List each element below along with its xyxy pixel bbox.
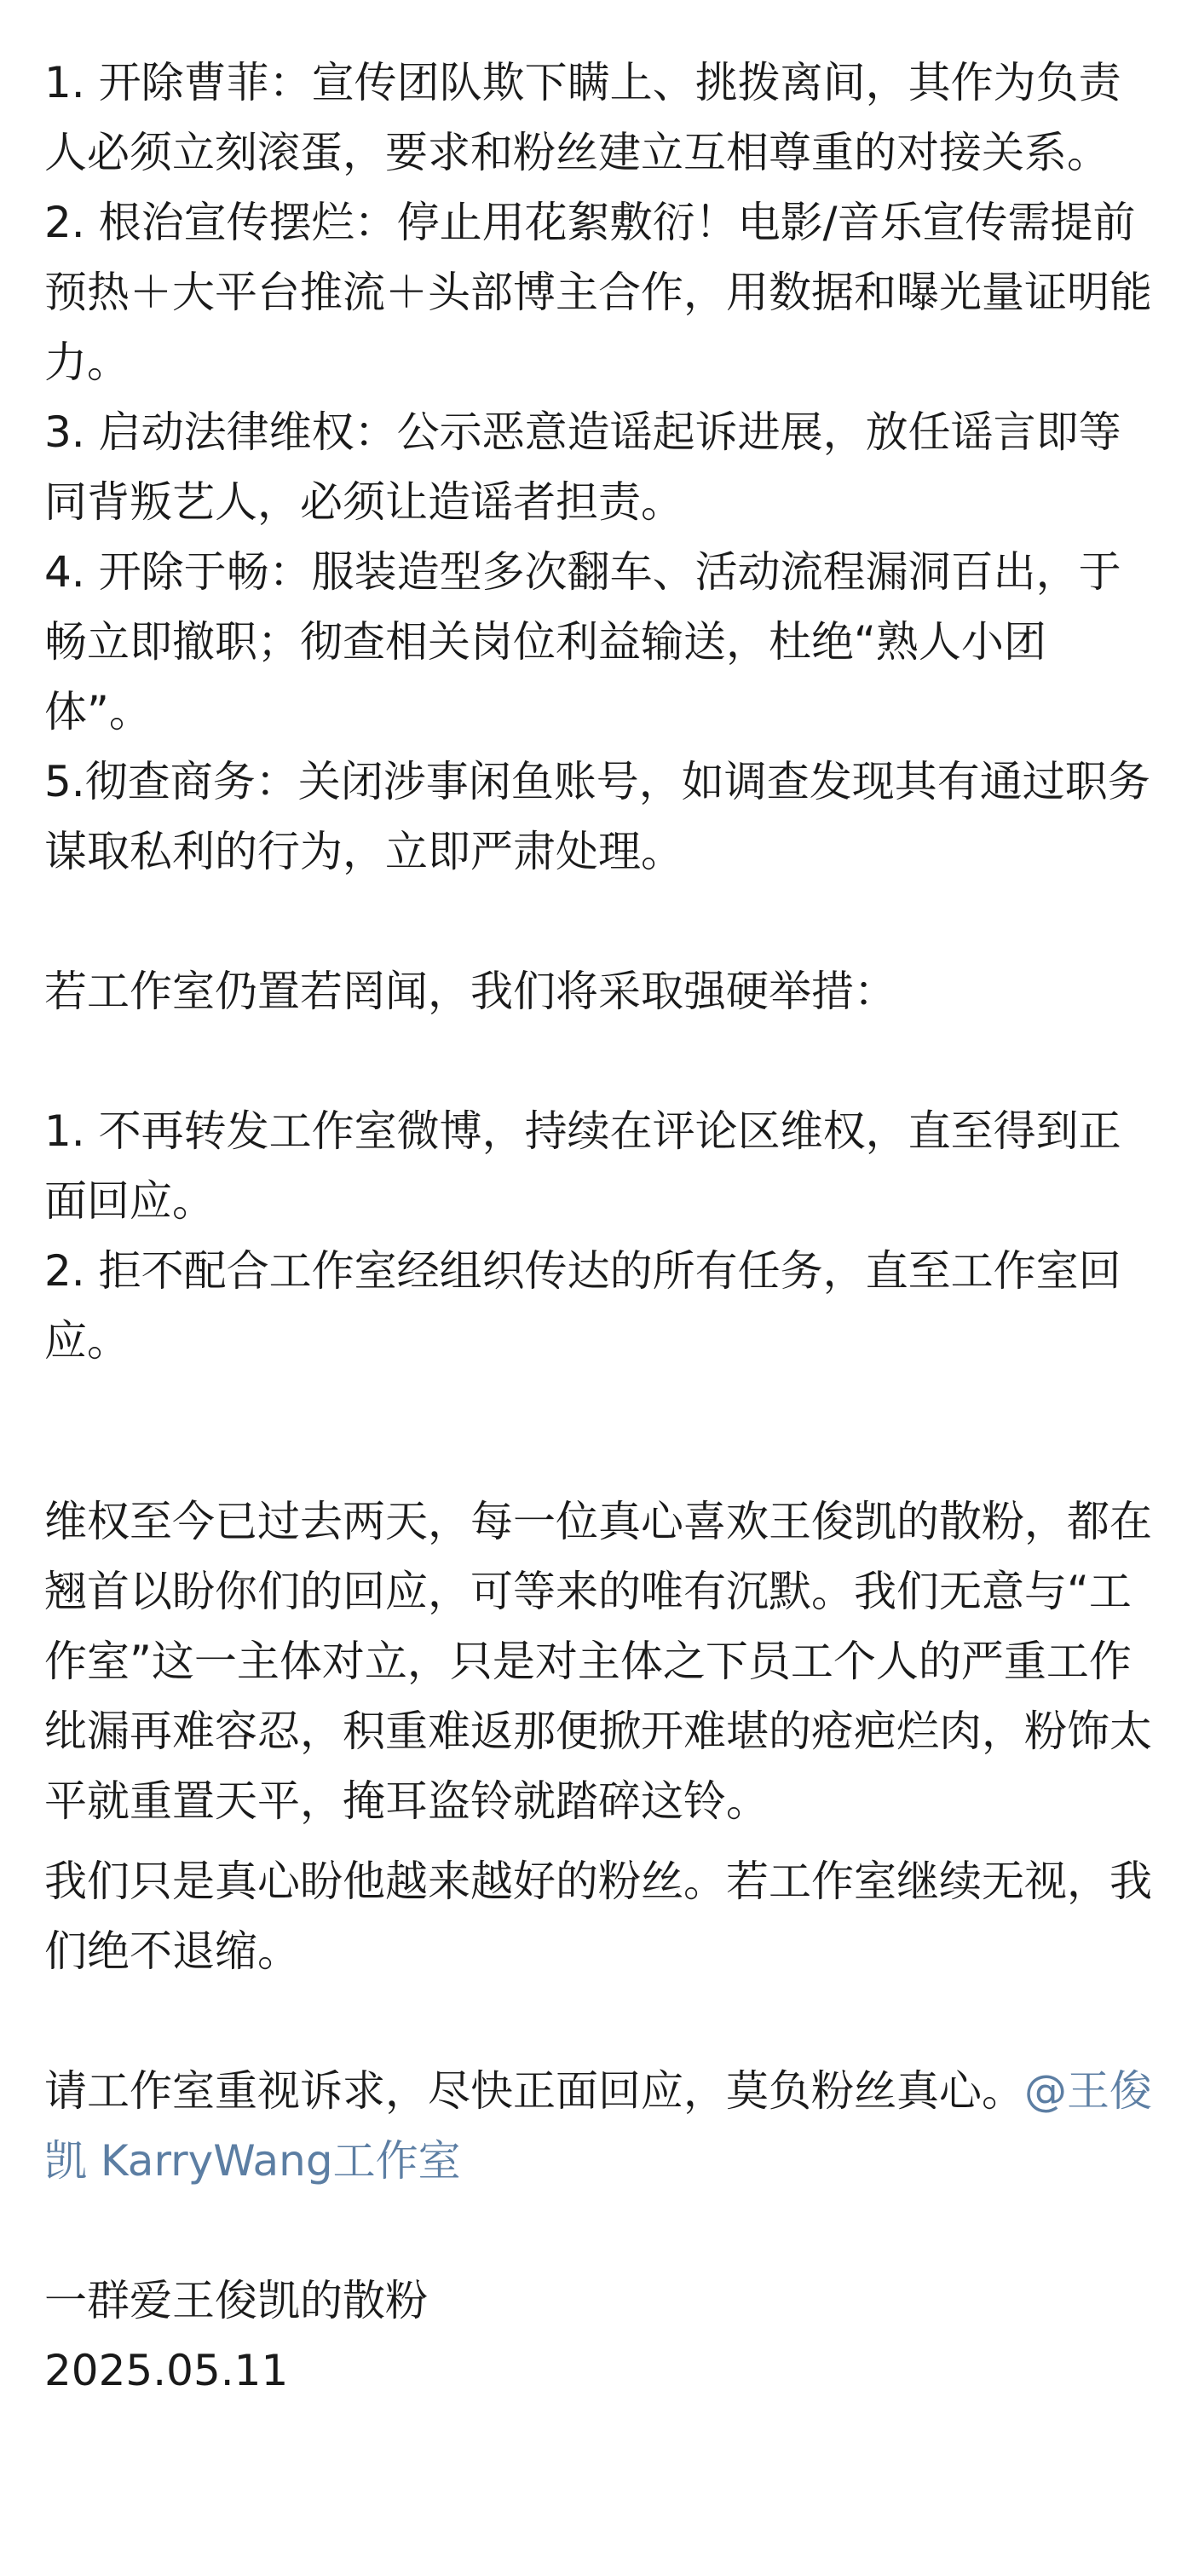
measure-item-1: 1. 不再转发工作室微博，持续在评论区维权，直至得到正面回应。 xyxy=(44,1106,1121,1226)
spacer xyxy=(44,2196,1152,2266)
spacer xyxy=(44,1026,1152,1096)
demand-item-5: 5.彻查商务：关闭涉事闲鱼账号，如调查发现其有通过职务谋取私利的行为，立即严肃处理。 xyxy=(44,757,1150,876)
measure-item-2: 2. 拒不配合工作室经组织传达的所有任务，直至工作室回应。 xyxy=(44,1246,1121,1366)
signature: 一群爱王俊凯的散粉 xyxy=(44,2276,428,2325)
post-body xyxy=(44,48,1152,2406)
demand-item-1: 1. 开除曹菲：宣传团队欺下瞒上、挑拨离间，其作为负责人必须立刻滚蛋，要求和粉丝建立互相尊重的对接关系。 xyxy=(44,58,1121,177)
spacer xyxy=(44,1836,1152,1846)
spacer xyxy=(44,1986,1152,2056)
post-date: 2025.05.11 xyxy=(44,2346,289,2395)
demand-item-3: 3. 启动法律维权：公示恶意造谣起诉进展，放任谣言即等同背叛艺人，必须让造谣者担责。 xyxy=(44,407,1121,527)
appeal-text: 请工作室重视诉求，尽快正面回应，莫负粉丝真心。 xyxy=(44,2066,1024,2116)
appeal-paragraph xyxy=(44,2056,1152,2196)
resolve-paragraph: 我们只是真心盼他越来越好的粉丝。若工作室继续无视，我们绝不退缩。 xyxy=(44,1857,1152,1976)
studio-mention-link[interactable]: @王俊凯 KarryWang工作室 xyxy=(44,2066,1152,2186)
escalation-intro: 若工作室仍置若罔闻，我们将采取强硬举措： xyxy=(44,967,896,1016)
spacer xyxy=(44,887,1152,956)
spacer xyxy=(44,1376,1152,1487)
statement-paragraph: 维权至今已过去两天，每一位真心喜欢王俊凯的散粉，都在翘首以盼你们的回应，可等来的唯有沉默。我们无意与“工作室”这一主体对立，只是对主体之下员工个人的严重工作纰漏再难容忍，积重难返那便掀开难堪的疮疤烂肉，粉饰太平就重置天平，掩耳盗铃就踏碎这铃。 xyxy=(44,1497,1152,1826)
demand-item-4: 4. 开除于畅：服装造型多次翻车、活动流程漏洞百出，于畅立即撤职；彻查相关岗位利益输送，杜绝“熟人小团体”。 xyxy=(44,547,1121,736)
demand-item-2: 2. 根治宣传摆烂：停止用花絮敷衍！电影/音乐宣传需提前预热＋大平台推流＋头部博主合作，用数据和曝光量证明能力。 xyxy=(44,198,1152,387)
